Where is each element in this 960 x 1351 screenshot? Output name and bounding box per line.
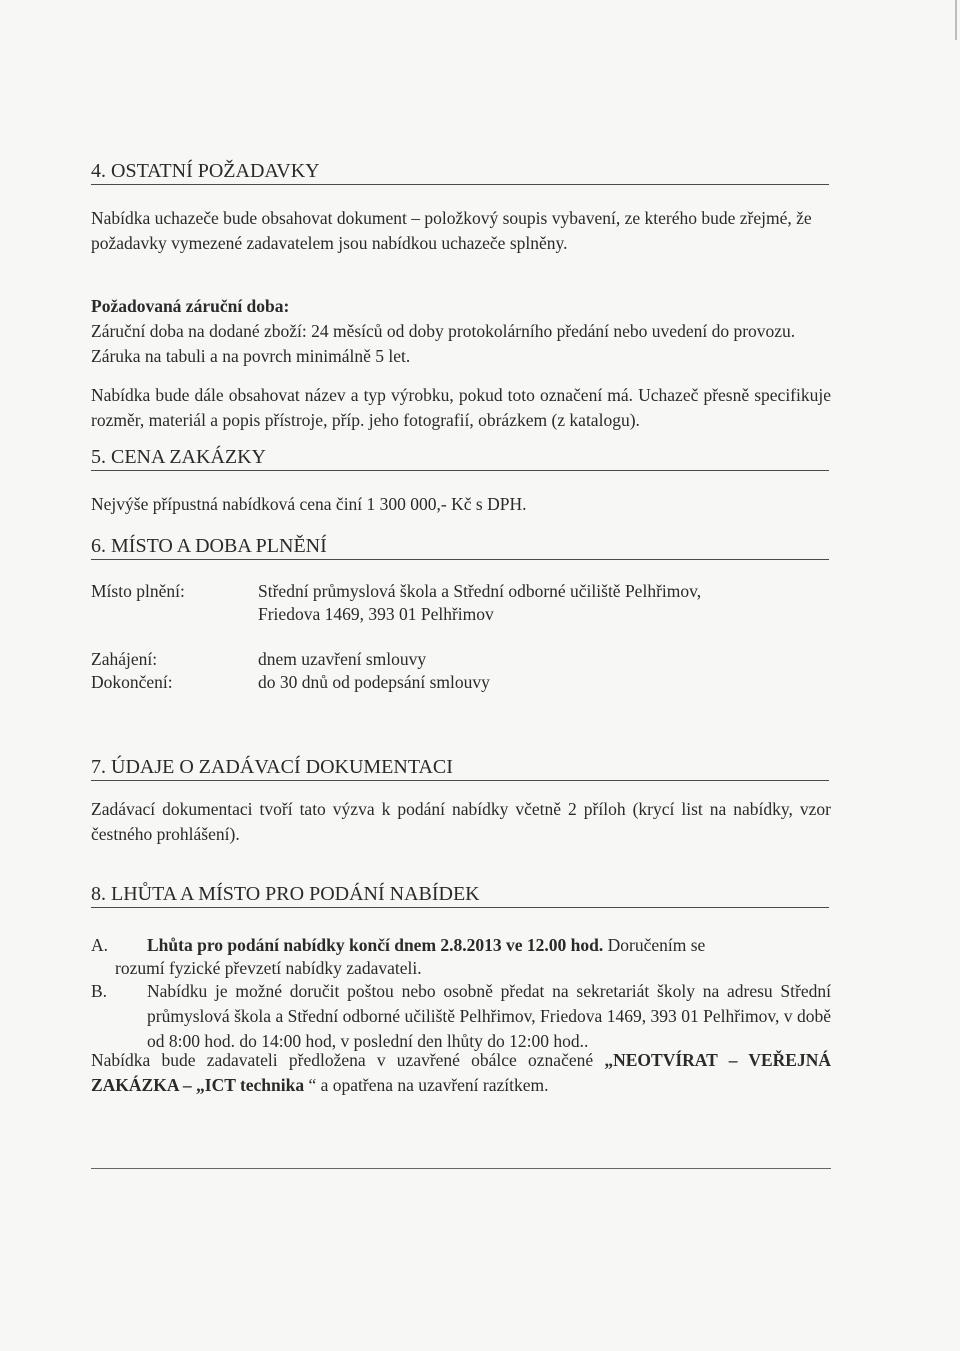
place-line-1: Střední průmyslová škola a Střední odborné učiliště Pelhřimov, bbox=[258, 581, 702, 601]
final-text-1: Nabídka bude zadavateli předložena v uzavřené obálce označené bbox=[91, 1050, 605, 1070]
tender-documents-text: Zadávací dokumentaci tvoří tato výzva k podání nabídky včetně 2 příloh (krycí list na nabídky, vzor čestného prohlášení). bbox=[91, 799, 831, 844]
section-4-heading: 4. OSTATNÍ POŽADAVKY bbox=[91, 160, 829, 185]
final-text-2: “ a opatřena na uzavření razítkem. bbox=[304, 1075, 549, 1095]
warranty-heading: Požadovaná záruční doba: bbox=[91, 296, 290, 316]
warranty-text: Záruční doba na dodané zboží: 24 měsíců od doby protokolárního předání nebo uvedení do provozu. Záruka na tabuli a na povrch minimálně 5 let. bbox=[91, 321, 796, 366]
item-a-letter: A. bbox=[91, 935, 109, 955]
start-value: dnem uzavření smlouvy bbox=[258, 649, 427, 669]
item-b-letter: B. bbox=[91, 981, 108, 1001]
section-4-paragraph-1: Nabídka uchazeče bude obsahovat dokument – položkový soupis vybavení, ze kterého bude zřejmé, že požadavky vymezené zadavatelem jsou nabídkou uchazeče splněny. bbox=[91, 208, 812, 253]
section-5-heading: 5. CENA ZAKÁZKY bbox=[91, 446, 829, 471]
place-line-2: Friedova 1469, 393 01 Pelhřimov bbox=[258, 604, 494, 624]
deadline-bold: Lhůta pro podání nabídky končí dnem 2.8.2013 ve 12.00 hod. bbox=[147, 935, 604, 955]
final-paragraph bbox=[91, 1048, 831, 1098]
section-6-heading: 6. MÍSTO A DOBA PLNĚNÍ bbox=[91, 535, 829, 560]
section-7-heading: 7. ÚDAJE O ZADÁVACÍ DOKUMENTACI bbox=[91, 756, 829, 781]
end-value: do 30 dnů od podepsání smlouvy bbox=[258, 672, 490, 692]
section-8-heading: 8. LHŮTA A MÍSTO PRO PODÁNÍ NABÍDEK bbox=[91, 883, 829, 908]
start-label: Zahájení: bbox=[91, 649, 158, 669]
item-a-line-2: rozumí fyzické převzetí nabídky zadavateli. bbox=[115, 958, 422, 978]
section-4-paragraph-2: Nabídka bude dále obsahovat název a typ výrobku, pokud toto označení má. Uchazeč přesně specifikuje rozměr, materiál a popis přístroje, příp. jeho fotografií, obrázkem (z katalogu). bbox=[91, 385, 831, 430]
item-a-text bbox=[147, 933, 831, 958]
place-label: Místo plnění: bbox=[91, 581, 185, 601]
envelope-marking: „NEOTVÍRAT – VEŘEJNÁ ZAKÁZKA – „ICT technika bbox=[91, 1050, 831, 1095]
max-price-text: Nejvýše přípustná nabídková cena činí 1 300 000,- Kč s DPH. bbox=[91, 494, 527, 514]
footer-rule bbox=[91, 1168, 831, 1169]
item-b-text: Nabídku je možné doručit poštou nebo osobně předat na sekretariát školy na adresu Střední průmyslová škola a Střední odborné učiliště Pelhřimov, Friedova 1469, 393 01 Pelhřimov, v době od 8:00 hod. do 14:00 hod, v poslední den lhůty do 12:00 hod.. bbox=[147, 981, 831, 1051]
deadline-rest: Doručením se bbox=[603, 935, 706, 955]
scan-edge-mark bbox=[955, 0, 957, 40]
end-label: Dokončení: bbox=[91, 672, 173, 692]
